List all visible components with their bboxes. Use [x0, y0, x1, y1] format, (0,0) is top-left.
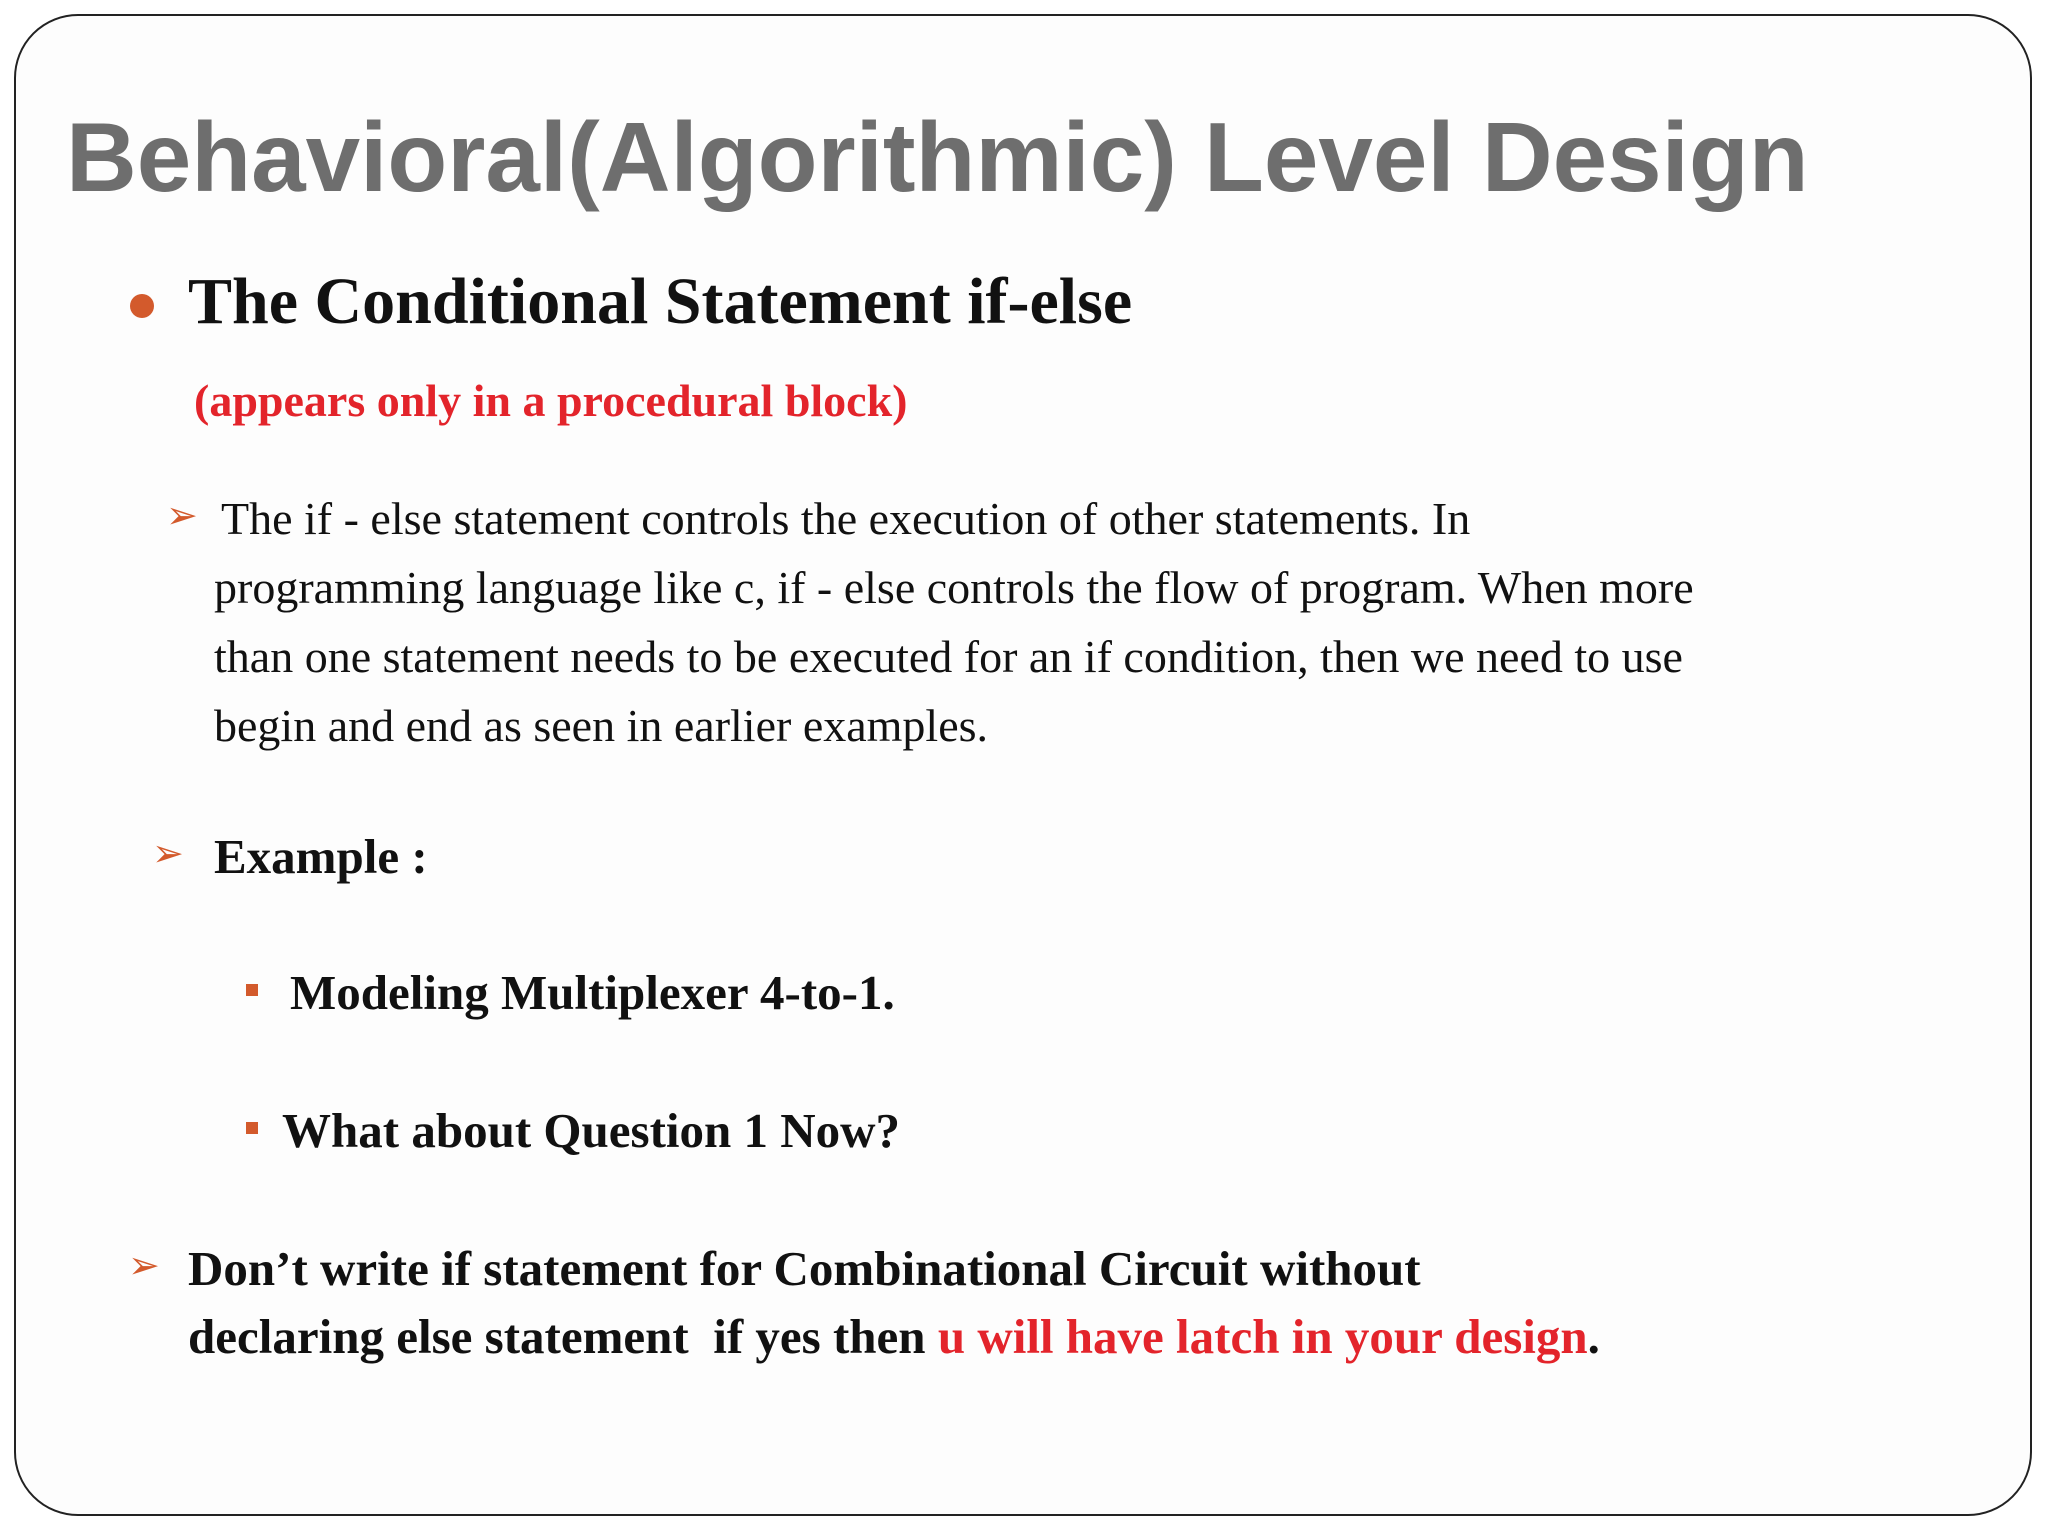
- section-heading: The Conditional Statement if-else: [188, 265, 1133, 338]
- procedural-note: (appears only in a procedural block): [194, 375, 908, 426]
- slide: [14, 14, 2032, 1516]
- paragraph-line: begin and end as seen in earlier examples.: [214, 700, 989, 751]
- example-item-question: What about Question 1 Now?: [282, 1103, 901, 1158]
- arrow-bullet-icon: ➢: [152, 831, 184, 875]
- slide-title: Behavioral(Algorithmic) Level Design: [66, 102, 1809, 212]
- square-bullet-icon: [246, 984, 258, 996]
- square-bullet-icon: [246, 1122, 258, 1134]
- paragraph-line: programming language like c, if - else controls the flow of program. When more: [214, 562, 1694, 613]
- paragraph-line: than one statement needs to be executed for an if condition, then we need to use: [214, 631, 1683, 682]
- warning-text: declaring else statement if yes then: [188, 1309, 938, 1364]
- latch-warning-highlight: u will have latch in your design: [937, 1309, 1588, 1364]
- example-label: Example :: [214, 829, 428, 884]
- example-item-multiplexer: Modeling Multiplexer 4-to-1.: [290, 965, 895, 1020]
- paragraph-line: The if - else statement controls the execution of other statements. In: [221, 493, 1471, 544]
- warning-line-1: Don’t write if statement for Combinational Circuit without: [188, 1241, 1421, 1296]
- arrow-bullet-icon: ➢: [166, 493, 198, 537]
- warning-line-2: [188, 1310, 1600, 1364]
- circle-bullet-icon: [130, 294, 154, 318]
- warning-period: .: [1587, 1309, 1600, 1364]
- arrow-bullet-icon: ➢: [128, 1243, 160, 1287]
